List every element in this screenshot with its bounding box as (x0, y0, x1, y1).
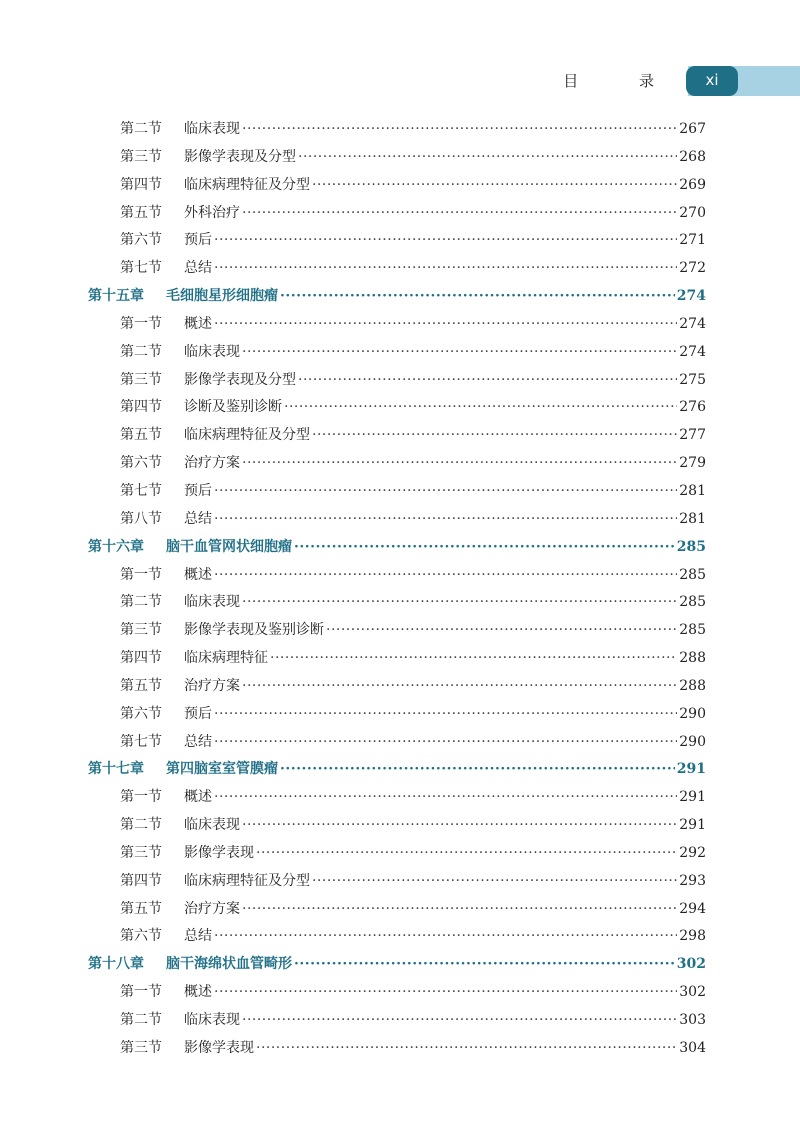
dot-leader (214, 255, 677, 283)
toc-section-row[interactable] (88, 367, 706, 395)
toc-entry-page: 274 (679, 343, 706, 360)
toc-entry-number: 第十八章 (88, 956, 144, 973)
toc-entry-title: 临床病理特征及分型 (184, 427, 310, 444)
toc-section-row[interactable] (88, 200, 706, 228)
toc-entry-page: 285 (679, 566, 706, 583)
toc-entry-title: 临床表现 (184, 817, 240, 834)
toc-entry-page: 279 (679, 455, 706, 472)
toc-entry-page: 292 (679, 844, 706, 861)
toc-entry-page: 276 (679, 399, 706, 416)
toc-entry-title: 脑干血管网状细胞瘤 (166, 538, 292, 555)
toc-section-row[interactable] (88, 227, 706, 255)
toc-entry-title: 第四脑室室管膜瘤 (166, 761, 278, 778)
toc-entry-title: 毛细胞星形细胞瘤 (166, 288, 278, 305)
toc-entry-number: 第一节 (120, 789, 162, 806)
toc-chapter-row[interactable] (88, 756, 706, 784)
toc-entry-page: 274 (676, 288, 706, 305)
toc-entry-page: 269 (679, 176, 706, 193)
toc-section-row[interactable] (88, 394, 706, 422)
toc-section-row[interactable] (88, 116, 706, 144)
toc-section-row[interactable] (88, 923, 706, 951)
dot-leader (298, 367, 677, 395)
dot-leader (242, 339, 677, 367)
toc-section-row[interactable] (88, 562, 706, 590)
toc-section-row[interactable] (88, 729, 706, 757)
toc-entry-page: 268 (679, 148, 706, 165)
toc-entry-title: 概述 (184, 315, 212, 332)
dot-leader (214, 478, 677, 506)
toc-entry-title: 概述 (184, 566, 212, 583)
toc-entry-number: 第二节 (120, 594, 162, 611)
toc-entry-title: 临床表现 (184, 343, 240, 360)
toc-entry-number: 第十五章 (88, 288, 144, 305)
dot-leader (242, 673, 677, 701)
toc-section-row[interactable] (88, 339, 706, 367)
toc-entry-page: 277 (679, 427, 706, 444)
toc-section-row[interactable] (88, 589, 706, 617)
toc-section-row[interactable] (88, 784, 706, 812)
dot-leader (242, 200, 677, 228)
toc-section-row[interactable] (88, 812, 706, 840)
dot-leader (284, 394, 677, 422)
toc-entry-page: 285 (679, 622, 706, 639)
toc-entry-title: 影像学表现及分型 (184, 371, 296, 388)
dot-leader (312, 868, 677, 896)
toc-entry-title: 治疗方案 (184, 900, 240, 917)
toc-entry-number: 第一节 (120, 984, 162, 1001)
toc-entry-page: 303 (679, 1012, 706, 1028)
toc-entry-number: 第二节 (120, 817, 162, 834)
toc-entry-page: 291 (679, 789, 706, 806)
toc-entry-title: 总结 (184, 260, 212, 277)
toc-entry-number: 第一节 (120, 566, 162, 583)
toc-entry-number: 第三节 (120, 622, 162, 639)
toc-entry-number: 第四节 (120, 872, 162, 889)
toc-section-row[interactable] (88, 450, 706, 478)
toc-entry-title: 预后 (184, 232, 212, 249)
toc-entry-number: 第三节 (120, 844, 162, 861)
toc-entry-number: 第八节 (120, 510, 162, 527)
toc-entry-page: 291 (676, 761, 706, 778)
dot-leader (242, 116, 677, 144)
toc-entry-number: 第十六章 (88, 538, 144, 555)
toc-entry-number: 第二节 (120, 343, 162, 360)
toc-entry-title: 临床病理特征及分型 (184, 176, 310, 193)
dot-leader (312, 422, 677, 450)
toc-section-row[interactable] (88, 144, 706, 172)
dot-leader (256, 1035, 677, 1063)
toc-entry-page: 298 (679, 928, 706, 945)
toc-entry-page: 275 (679, 371, 706, 388)
toc-entry-title: 临床病理特征及分型 (184, 872, 310, 889)
dot-leader (256, 840, 677, 868)
toc-entry-number: 第五节 (120, 427, 162, 444)
dot-leader (280, 756, 675, 784)
dot-leader (298, 144, 677, 172)
toc-entry-title: 治疗方案 (184, 455, 240, 472)
toc-entry-page: 302 (679, 984, 706, 1001)
toc-entry-title: 总结 (184, 733, 212, 750)
toc-chapter-row[interactable] (88, 534, 706, 562)
dot-leader (214, 227, 677, 255)
toc-entry-page: 304 (679, 1039, 706, 1056)
toc-section-row[interactable] (88, 255, 706, 283)
toc-entry-number: 第三节 (120, 148, 162, 165)
toc-section-row[interactable] (88, 422, 706, 450)
toc-section-row[interactable] (88, 506, 706, 534)
toc-entry-page: 290 (679, 733, 706, 750)
toc-entry-number: 第五节 (120, 677, 162, 694)
toc-chapter-row[interactable] (88, 951, 706, 979)
dot-leader (242, 896, 677, 924)
dot-leader (214, 311, 677, 339)
dot-leader (326, 617, 677, 645)
dot-leader (242, 450, 677, 478)
toc-entry-number: 第七节 (120, 482, 162, 499)
toc-section-row[interactable] (88, 701, 706, 729)
toc-entry-page: 285 (679, 594, 706, 611)
toc-entry-title: 影像学表现 (184, 1039, 254, 1056)
toc-entry-number: 第四节 (120, 176, 162, 193)
toc-entry-page: 291 (679, 817, 706, 834)
toc-entry-page: 288 (679, 677, 706, 694)
toc-section-row[interactable] (88, 311, 706, 339)
toc-section-row[interactable] (88, 645, 706, 673)
page-number-badge: xi (686, 66, 738, 96)
dot-leader (242, 589, 677, 617)
toc-section-row[interactable] (88, 1035, 706, 1063)
toc-entry-page: 281 (679, 482, 706, 499)
dot-leader (214, 979, 677, 1007)
toc-entry-number: 第六节 (120, 232, 162, 249)
toc-section-row[interactable] (88, 840, 706, 868)
toc-entry-number: 第五节 (120, 204, 162, 221)
toc-entry-page: 293 (679, 872, 706, 889)
toc-section-row[interactable] (88, 1007, 706, 1035)
toc-entry-number: 第三节 (120, 1039, 162, 1056)
toc-entry-title: 总结 (184, 928, 212, 945)
dot-leader (214, 784, 677, 812)
toc-entry-number: 第五节 (120, 900, 162, 917)
toc-section-row[interactable] (88, 478, 706, 506)
toc-entry-title: 影像学表现及分型 (184, 148, 296, 165)
toc-section-row[interactable] (88, 673, 706, 701)
dot-leader (280, 283, 675, 311)
dot-leader (214, 729, 677, 757)
toc-section-row[interactable] (88, 172, 706, 200)
toc-entry-title: 临床表现 (184, 594, 240, 611)
toc-entry-number: 第六节 (120, 455, 162, 472)
toc-entry-title: 脑干海绵状血管畸形 (166, 956, 292, 973)
toc-entry-title: 外科治疗 (184, 204, 240, 221)
toc-entry-page: 274 (679, 315, 706, 332)
header-title: 目 录 (563, 72, 682, 90)
dot-leader (312, 172, 677, 200)
toc-entry-title: 总结 (184, 510, 212, 527)
dot-leader (214, 923, 677, 951)
dot-leader (294, 534, 675, 562)
toc-entry-page: 272 (679, 260, 706, 277)
toc-entry-page: 302 (676, 956, 706, 973)
dot-leader (242, 812, 677, 840)
toc-entry-title: 治疗方案 (184, 677, 240, 694)
toc-entry-number: 第四节 (120, 399, 162, 416)
toc-entry-number: 第七节 (120, 733, 162, 750)
dot-leader (270, 645, 677, 673)
toc-entry-page: 290 (679, 705, 706, 722)
toc-entry-title: 诊断及鉴别诊断 (184, 399, 282, 416)
dot-leader (294, 951, 675, 979)
toc-entry-title: 临床病理特征 (184, 650, 268, 667)
toc-entry-page: 285 (676, 538, 706, 555)
toc-section-row[interactable] (88, 896, 706, 924)
toc-entry-page: 267 (679, 121, 706, 137)
toc-entry-title: 临床表现 (184, 1012, 240, 1028)
toc-entry-page: 270 (679, 204, 706, 221)
toc-section-row[interactable] (88, 617, 706, 645)
toc-entry-number: 第二节 (120, 121, 162, 137)
toc-entry-title: 影像学表现 (184, 844, 254, 861)
toc-entry-number: 第三节 (120, 371, 162, 388)
toc-entry-page: 281 (679, 510, 706, 527)
toc-entry-number: 第六节 (120, 705, 162, 722)
toc-entry-number: 第二节 (120, 1012, 162, 1028)
toc-entry-title: 预后 (184, 705, 212, 722)
dot-leader (214, 562, 677, 590)
table-of-contents (88, 116, 706, 1063)
toc-entry-number: 第十七章 (88, 761, 144, 778)
toc-section-row[interactable] (88, 979, 706, 1007)
toc-entry-title: 临床表现 (184, 121, 240, 137)
toc-entry-page: 294 (679, 900, 706, 917)
toc-entry-page: 288 (679, 650, 706, 667)
dot-leader (242, 1007, 677, 1035)
toc-entry-number: 第七节 (120, 260, 162, 277)
toc-entry-number: 第六节 (120, 928, 162, 945)
toc-entry-title: 预后 (184, 482, 212, 499)
toc-entry-number: 第一节 (120, 315, 162, 332)
dot-leader (214, 506, 677, 534)
toc-entry-title: 影像学表现及鉴别诊断 (184, 622, 324, 639)
toc-entry-number: 第四节 (120, 650, 162, 667)
toc-entry-title: 概述 (184, 789, 212, 806)
toc-chapter-row[interactable] (88, 283, 706, 311)
dot-leader (214, 701, 677, 729)
page-header (0, 66, 800, 96)
toc-section-row[interactable] (88, 868, 706, 896)
toc-entry-page: 271 (679, 232, 706, 249)
toc-entry-title: 概述 (184, 984, 212, 1001)
